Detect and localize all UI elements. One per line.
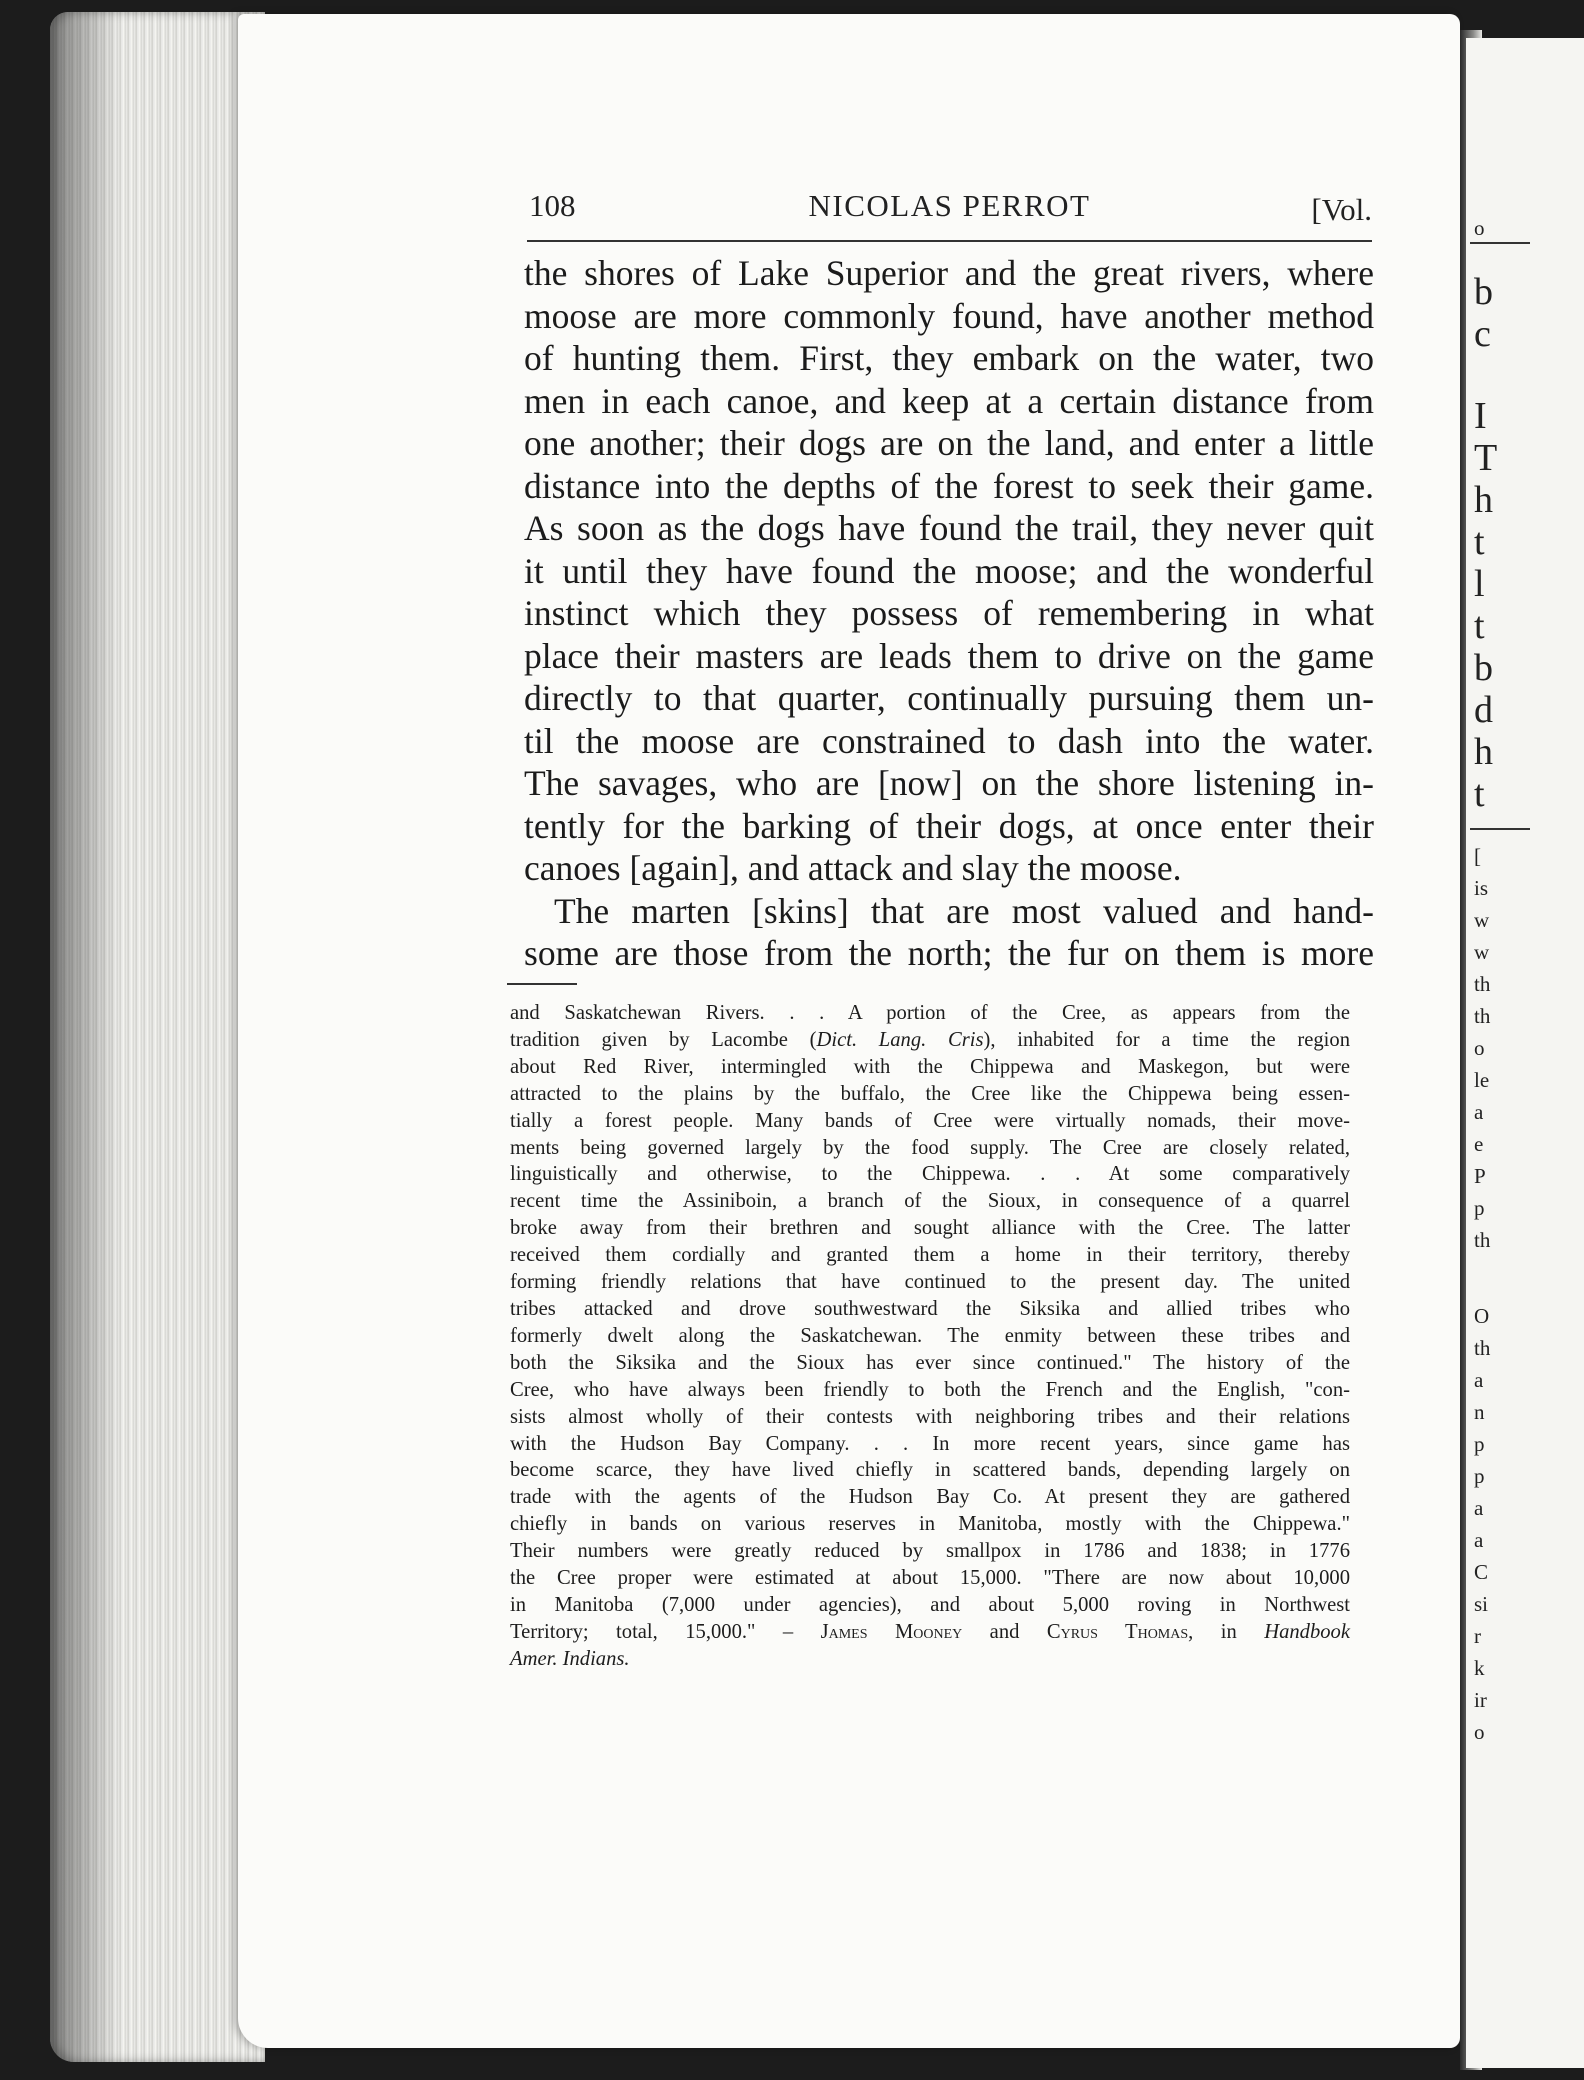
facing-page-fragment: t [1474,521,1485,563]
handbook-citation: Amer. Indians. [510,1647,630,1670]
body-line: directly to that quarter, continually pursuing them un- [524,678,1374,718]
body-line: the shores of Lake Superior and the great rivers, where [524,253,1374,293]
footnote-line: ments being governed largely by the food supply. The Cree are closely related, [510,1136,1350,1159]
facing-page-fragment: o [1474,1720,1485,1744]
body-text [524,252,1374,975]
binding-shadow [50,12,120,2062]
footnote-text: and [962,1620,1047,1643]
facing-page-fragment: k [1474,1656,1485,1680]
body-line: instinct which they possess of remembering in what [524,593,1374,633]
author-name: James Mooney [820,1620,963,1643]
facing-page-fragment: t [1474,605,1485,647]
facing-page-fragment: c [1474,313,1491,355]
footnote-line: Their numbers were greatly reduced by smallpox in 1786 and 1838; in 1776 [510,1540,1350,1563]
facing-page-fragment: r [1474,1624,1481,1648]
footnote-line: the Cree proper were estimated at about 15,000. "There are now about 10,000 [510,1567,1350,1590]
body-line: moose are more commonly found, have another method [524,295,1374,336]
body-line: distance into the depths of the forest to seek their game. [524,465,1374,506]
facing-page-fragment: b [1474,647,1493,689]
facing-page-fragment: h [1474,479,1493,521]
facing-page-fragment: p [1474,1432,1485,1456]
footnote-rule [507,983,577,985]
facing-page-fragment: C [1474,1560,1489,1584]
facing-page-fragment: a [1474,1496,1484,1520]
footnote-line: chiefly in bands on various reserves in Manitoba, mostly with the Chippewa." [510,1513,1350,1536]
footnote-line [510,1646,1350,1673]
body-line: canoes [again], and attack and slay the moose. [524,848,1182,888]
header-rule [527,240,1372,242]
footnote-text: Territory; total, 15,000." – [510,1620,821,1643]
body-line: As soon as the dogs have found the trail, they never quit [524,508,1374,548]
body-line: place their masters are leads them to drive on the game [524,635,1374,676]
footnote-line: Cree, who have always been friendly to both the French and the English, "con- [510,1378,1350,1401]
facing-page-fragment: t [1474,773,1485,815]
body-line: The marten [skins] that are most valued and hand- [554,890,1374,931]
facing-page-fragment: p [1474,1196,1485,1220]
facing-page-fragment: w [1474,940,1490,964]
volume-marker: [Vol. [1311,192,1372,227]
footnote-line: broke away from their brethren and sought alliance with the Cree. The latter [510,1217,1350,1240]
dict-citation: Dict. Lang. Cris [816,1028,984,1051]
footnote-line: with the Hudson Bay Company. . . In more recent years, since game has [510,1432,1350,1455]
footnote-line: tially a forest people. Many bands of Cree were virtually nomads, their move- [510,1109,1350,1132]
footnote-line [510,1619,1350,1646]
body-line: some are those from the north; the fur on them is more [524,933,1374,973]
facing-page-fragment: a [1474,1368,1484,1392]
facing-page-fragment: I [1474,395,1487,437]
facing-page-fragment: O [1474,1304,1490,1328]
facing-page-fragment: P [1474,1164,1486,1188]
facing-page-fragment: th [1474,1228,1491,1252]
facing-page-fragment: d [1474,689,1493,731]
facing-page-rule [1470,242,1530,244]
running-title: NICOLAS PERROT [808,188,1091,223]
facing-page-fragment: o [1474,1036,1485,1060]
facing-page-fragment: h [1474,731,1493,773]
body-line: of hunting them. First, they embark on the water, two [524,338,1374,378]
footnote-line: recent time the Assiniboin, a branch of the Sioux, in consequence of a quarrel [510,1190,1350,1213]
body-line: men in each canoe, and keep at a certain distance from [524,380,1374,421]
facing-page-fragment: e [1474,1132,1484,1156]
footnote-text: ), inhabited for a time the region [983,1028,1351,1051]
facing-page-fragment: a [1474,1100,1484,1124]
facing-page-fragment: th [1474,1004,1491,1028]
footnote-line: sists almost wholly of their contests with neighboring tribes and their relations [510,1405,1350,1428]
facing-page-fragment: th [1474,1336,1491,1360]
facing-page-fragment: is [1474,876,1489,900]
body-line: til the moose are constrained to dash into the water. [524,720,1374,761]
footnote-line [510,1027,1350,1054]
facing-page-edge [1466,38,1584,2068]
footnote-line: in Manitoba (7,000 under agencies), and about 5,000 roving in Northwest [510,1593,1350,1616]
body-line: one another; their dogs are on the land, and enter a little [524,423,1374,463]
footnote-line: linguistically and otherwise, to the Chippewa. . . At some comparatively [510,1163,1350,1186]
facing-page-fragment: a [1474,1528,1484,1552]
body-line: tently for the barking of their dogs, at once enter their [524,805,1374,846]
footnote-line: about Red River, intermingled with the Chippewa and Maskegon, but were [510,1055,1350,1078]
facing-page-fragment: T [1474,437,1498,479]
footnote-line: formerly dwelt along the Saskatchewan. The enmity between these tribes and [510,1324,1350,1347]
facing-page-fragment: b [1474,271,1493,313]
footnote-line: become scarce, they have lived chiefly in scattered bands, depending largely on [510,1459,1350,1482]
footnote-line: forming friendly relations that have continued to the present day. The united [510,1271,1350,1294]
footnote-line: attracted to the plains by the buffalo, the Cree like the Chippewa being essen- [510,1082,1350,1105]
facing-page-fragment: l [1474,563,1485,605]
footnote-line: received them cordially and granted them a home in their territory, thereby [510,1244,1350,1267]
facing-page-fragment: p [1474,1464,1485,1488]
running-head [527,186,1372,234]
footnote-line: and Saskatchewan Rivers. . . A portion of the Cree, as appears from the [510,1002,1350,1024]
facing-page-fragment: si [1474,1592,1489,1616]
handbook-citation: Handbook [1264,1620,1350,1643]
footnote-line: tribes attacked and drove southwestward the Siksika and allied tribes who [510,1297,1350,1320]
facing-page-fragment: le [1474,1068,1490,1092]
footnote-line: trade with the agents of the Hudson Bay Co. At present they are gathered [510,1486,1350,1509]
facing-page-fragment: w [1474,908,1490,932]
page-number: 108 [529,188,576,223]
body-line: The savages, who are [now] on the shore listening in- [524,763,1374,803]
footnote-line: both the Siksika and the Sioux has ever since continued." The history of the [510,1351,1350,1374]
footnote [510,1000,1350,1673]
facing-page-fragment: ir [1474,1688,1487,1712]
facing-page-fragment: o [1474,216,1485,240]
facing-page-rule [1470,828,1530,830]
body-line: it until they have found the moose; and the wonderful [524,550,1374,591]
author-name: Cyrus Thomas [1046,1620,1189,1643]
facing-page-fragment: n [1474,1400,1485,1424]
facing-page-fragment: th [1474,972,1491,996]
footnote-text: , in [1188,1620,1265,1643]
facing-page-fragment: [ [1474,844,1481,868]
footnote-text: tradition given by Lacombe ( [510,1028,817,1051]
